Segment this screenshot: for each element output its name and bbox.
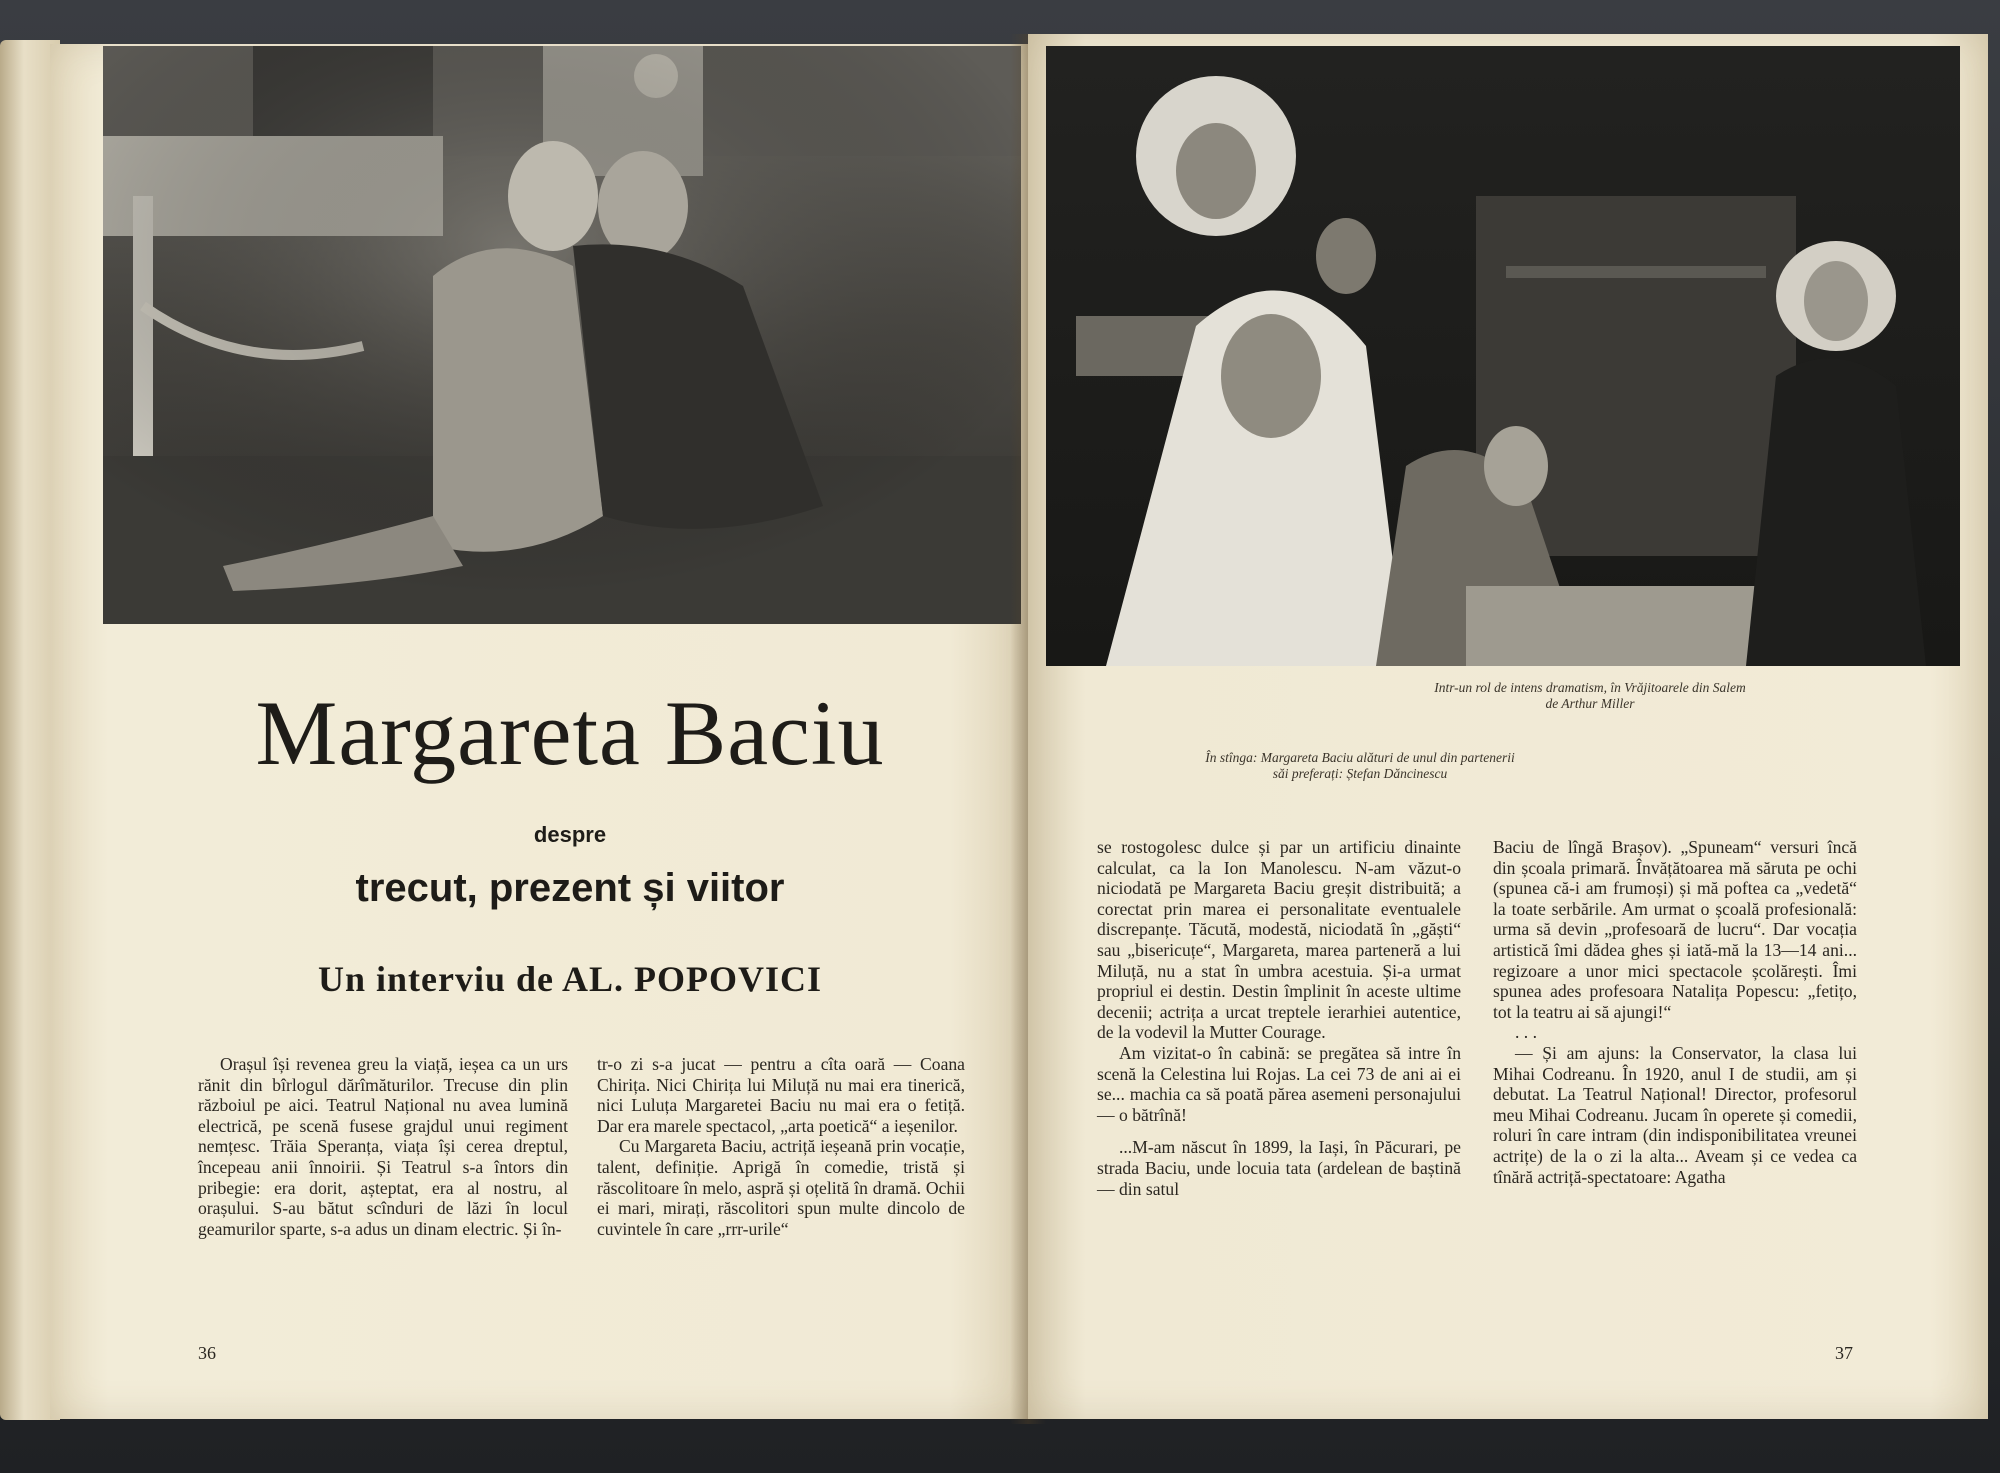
left-column-1 [198, 1054, 568, 1239]
right-column-2 [1493, 837, 1857, 1187]
paragraph: Cu Margareta Baciu, actriță ieșeană prin vocație, talent, definiție. Aprigă în comedie, tristă și răscolitoare în melo, aspră și oțelită în dramă. Ochii ei mari, mirați, răscolitori spun multe dincolo de cuvintele în care „rrr-urile“ [597, 1136, 965, 1239]
article-byline: Un interviu de AL. POPOVICI [317, 959, 823, 999]
photo-caption-right [1300, 680, 1880, 712]
caption-line: În stînga: Margareta Baciu alături de unul din partenerii [1205, 750, 1515, 765]
paragraph: Baciu de lîngă Brașov). „Spuneam“ versuri încă din școala primară. Învățătoarea mă săruta pe ochi (spunea că-i am frumoși) și mă poftea ca „vedetă“ la toate serbările. Am urmat o școală profesională: urma să devin „profesoară de lucru“. Dar vocația artistică îmi dădea ghes și iată-mă la 13—14 ani... regizoare a unor mici spectacole școlărești. Îmi spunea ades profesoara Natalița Popescu: „fetițo, tot la teatru ai să ajungi!“ [1493, 837, 1857, 1022]
paragraph: Orașul își revenea greu la viață, ieșea ca un urs rănit din bîrlogul dărîmăturilor. Trecuse din plin războiul pe aici. Teatrul Național nu avea lumină electrică, pe scenă fusese grajdul unui regiment nemțesc. Trăia Speranța, viața își cerea dreptul, începeau anii înnoirii. Și Teatrul s-a întors din pribegie: era dorit, așteptat, era al nostru, al orașului. S-au bătut scînduri de lăzi în locul geamurilor sparte, s-a adus un dinam electric. Și în- [198, 1054, 568, 1239]
paragraph: — Și am ajuns: la Conservator, la clasa lui Mihai Codreanu. În 1920, anul I de studii, am și debutat. La Teatrul Național! Director, profesorul meu Mihai Codreanu. Jucam în operete și comedii, roluri în care intram (din indisponibilitatea vreunei actrițe) de la o zi la alta... Aveam și ce vedea ca tînără actriță-spectatoare: Agatha [1493, 1042, 1857, 1187]
caption-line: Intr-un rol de intens dramatism, în Vrăjitoarele din Salem [1434, 680, 1746, 695]
paragraph: ...M-am născut în 1899, la Iași, în Păcurari, pe strada Baciu, unde locuia tata (ardelean de baștină — din satul [1097, 1137, 1461, 1199]
article-title: Margareta Baciu [255, 682, 885, 784]
article-subtitle: trecut, prezent și viitor [355, 866, 785, 910]
paragraph: tr-o zi s-a jucat — pentru a cîta oară — Coana Chirița. Nici Chirița lui Miluță nu mai era tinerică, nici Luluța Margaretei Baciu nu mai era o fetiță. Dar era marele spectacol, „arta poetică“ a ieșenilor. [597, 1054, 965, 1136]
paragraph: . . . [1515, 1022, 1537, 1043]
photo-caption-left [1060, 750, 1660, 782]
photo-stage-scene [1046, 46, 1960, 666]
left-column-2 [597, 1054, 965, 1239]
paragraph: Am vizitat-o în cabină: se pregătea să intre în scenă la Celestina lui Rojas. La cei 73 de ani ai ei se... machia ca să poată părea asemeni personajului — o bătrînă! [1097, 1042, 1461, 1125]
photo-couple-embrace [103, 46, 1021, 624]
article-despre: despre [533, 822, 607, 847]
caption-line: săi preferați: Ștefan Dăncinescu [1272, 766, 1448, 781]
page-number-left: 36 [198, 1343, 216, 1363]
right-column-1 [1097, 837, 1461, 1199]
page-number-right: 37 [1835, 1343, 1853, 1363]
paragraph: se rostogolesc dulce și par un artificiu dinainte calculat, ca la Ion Manolescu. N-am văzut-o niciodată pe Margareta Baciu greșit distribuită; a corectat prin marea ei personalitate eventualele discrepanțe. Tăcută, modestă, niciodată în „găști“ sau „bisericuțe“, Margareta, marea parteneră a lui Miluță, nu a stat în umbra acestuia. Și-a urmat propriul ei destin. Destin împlinit în aceste ultime decenii; actrița a urcat treptele ierarhiei autentice, de la vodevil la Mutter Courage. [1097, 837, 1461, 1043]
caption-line: de Arthur Miller [1545, 696, 1635, 711]
